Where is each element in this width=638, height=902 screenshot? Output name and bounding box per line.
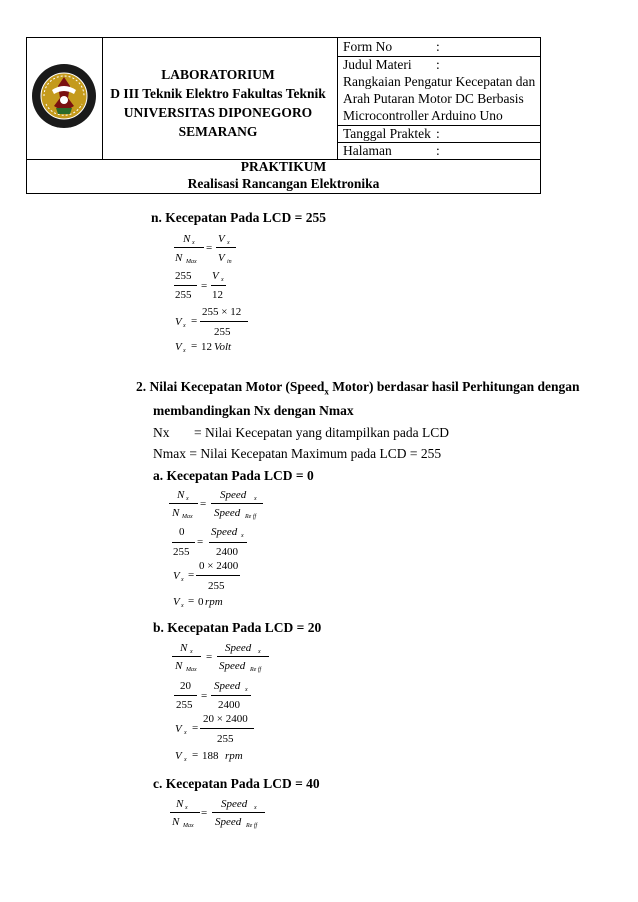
lab-title: LABORATORIUM D III Teknik Elektro Fakultas Teknik UNIVERSITAS DIPONEGORO SEMARANG	[110, 67, 326, 139]
halaman-label: Halaman	[343, 143, 392, 158]
form-no-label: Form No	[343, 39, 393, 54]
section-b-heading: b. Kecepatan Pada LCD = 20	[153, 620, 322, 635]
judul-line-1: Rangkaian Pengatur Kecepatan dan	[343, 74, 536, 89]
section-c-heading: c. Kecepatan Pada LCD = 40	[153, 776, 320, 791]
tanggal-praktek-label: Tanggal Praktek	[343, 126, 431, 141]
praktikum-subtitle: Realisasi Rancangan Elektronika	[187, 176, 380, 191]
judul-materi-label: Judul Materi	[343, 57, 412, 72]
section-a-heading: a. Kecepatan Pada LCD = 0	[153, 468, 314, 483]
judul-line-3: Microcontroller Arduino Uno	[343, 108, 503, 123]
section-n-heading: n. Kecepatan Pada LCD = 255	[151, 210, 326, 225]
praktikum-title: PRAKTIKUM	[240, 159, 327, 174]
university-seal-logo	[30, 60, 98, 132]
judul-line-2: Arah Putaran Motor DC Berbasis	[343, 91, 524, 106]
item2-heading: 2. Nilai Kecepatan Motor (Speed$_x$ Motor) berdasar hasil Perhitungan dengan	[136, 379, 580, 397]
